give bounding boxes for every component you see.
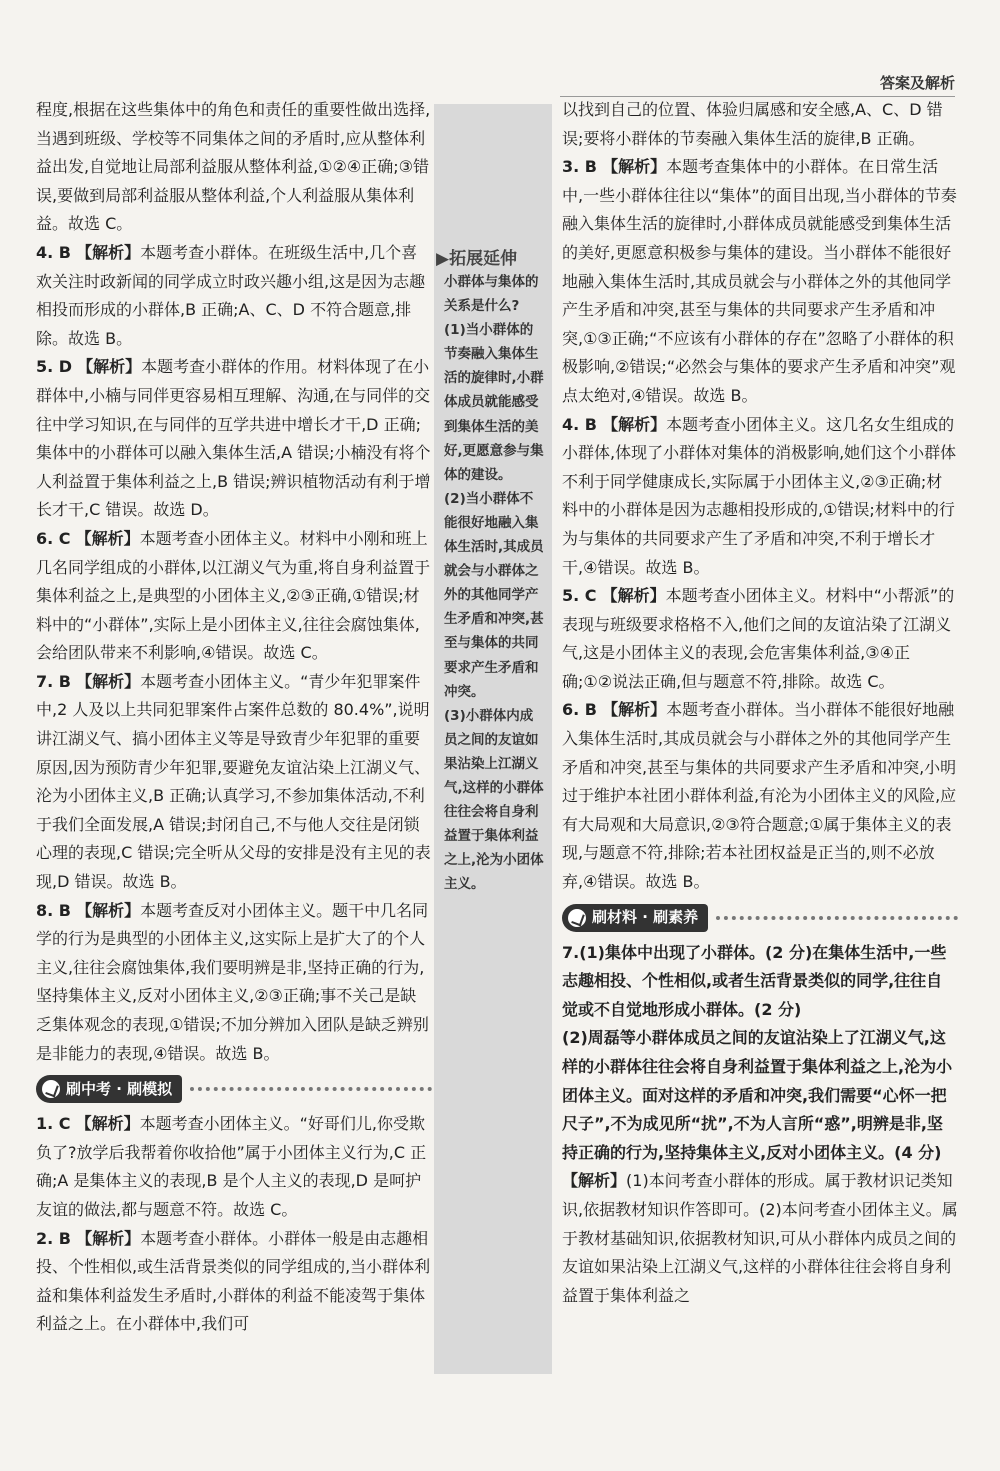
sidebar-paragraph: 小群体与集体的关系是什么? (444, 274, 539, 315)
banner-divider (716, 916, 958, 920)
header-label: 答案及解析 (879, 74, 955, 92)
answer-item: 3. B 【解析】本题考查集体中的小群体。在日常生活中,一些小群体往往以“集体”的面目出现,当小群体的节奏融入集体生活的旋律时,小群体成员就能感受到集体生活的美好,更愿意积极参与集体的建设。当小群体不能很好地融入集体生活时,其成员就会与小群体之外的其他同学产生矛盾和冲突,甚至与集体的共同要求产生矛盾和冲突,①③正确;“不应该有小群体的存在”忽略了小群体的积极影响,②错误;“必然会与集体的要求产生矛盾和冲突”观点太绝对,④错误。故选 B。 (562, 157, 957, 405)
answer-item: 5. C 【解析】本题考查小团体主义。材料中“小帮派”的表现与班级要求格格不入,他们之间的友谊沾染了江湖义气,这是小团体主义的表现,会危害集体利益,③④正确;①②说法正确,但与题意不符,排除。故选 C。 (562, 586, 955, 691)
section-banner-exam (36, 1072, 432, 1106)
sidebar-paragraph: (2)当小群体不能很好地融入集体生活时,其成员就会与小群体之外的其他同学产生矛盾和冲突,甚至与集体的共同要求产生矛盾和冲突。 (444, 490, 544, 700)
continued-text: 程度,根据在这些集体中的角色和责任的重要性做出选择,当遇到班级、学校等不同集体之间的矛盾时,应从整体利益出发,自觉地让局部利益服从整体利益,①②④正确;③错误,要做到局部利益服从整体利益,个人利益服从集体利益。故选 C。 (36, 100, 431, 234)
answer-item: 4. B 【解析】本题考查小群体。在班级生活中,几个喜欢关注时政新闻的同学成立时政兴趣小组,这是因为志趣相投而形成的小群体,B 正确;A、C、D 不符合题意,排除。故选 B。 (36, 242, 426, 348)
answer-item: 7. B 【解析】本题考查小团体主义。“青少年犯罪案件中,2 人及以上共同犯罪案件占案件总数的 80.4%”,说明讲江湖义气、搞小团体主义等是导致青少年犯罪的重要原因,因为预防青少年犯罪,要避免友谊沾染上江湖义气、沦为小团体主义,B 正确;认真学习,不参加集体活动,不利于我们全面发展,A 错误;封闭自己,不与他人交往是闭锁心理的表现,C 错误;完全听从父母的安排是没有主见的表现,D 错误。故选 B。 (36, 671, 431, 892)
sidebar-paragraph: (3)小群体内成员之间的友谊如果沾染上江湖义气,这样的小群体往往会将自身利益置于集体利益之上,沦为小团体主义。 (444, 707, 544, 893)
answer-item: 4. B 【解析】本题考查小团体主义。这几名女生组成的小群体,体现了小群体对集体的消极影响,她们这个小群体不利于同学健康成长,实际属于小团体主义,②③正确;材料中的小群体是因为志趣相投形成的,①错误;材料中的行为与集体的共同要求产生了矛盾和冲突,不利于增长才干,④错误。故选 B。 (562, 414, 957, 577)
left-column (36, 96, 432, 1339)
answer-item: 1. C 【解析】本题考查小团体主义。“好哥们儿,你受欺负了?放学后我帮着你收拾他”属于小团体主义行为,C 正确;A 是集体主义的表现,B 是个人主义的表现,D 是呵护友谊的做法,都与题意不符。故选 C。 (36, 1114, 427, 1219)
answer-item: 6. B 【解析】本题考查小群体。当小群体不能很好地融入集体生活时,其成员就会与小群体之外的其他同学产生矛盾和冲突,甚至与集体的共同要求产生矛盾和冲突,小明过于维护本社团小群体利益,有沦为小团体主义的风险,应有大局观和大局意识,②③符合题意;①属于集体主义的表现,与题意不符,排除;若本社团权益是正当的,则不必放弃,④错误。故选 B。 (562, 700, 957, 892)
question-7-answer-part2: (2)周磊等小群体成员之间的友谊沾染上了江湖义气,这样的小群体往往会将自身利益置于集体利益之上,沦为小团体主义。面对这样的矛盾和冲突,我们需要“心怀一把尺子”,不为成见所“扰”,不为人言所“惑”,明辨是非,坚持正确的行为,坚持集体主义,反对小团体主义。(4 分) (562, 1028, 953, 1162)
sidebar-paragraph: (1)当小群体的节奏融入集体生活的旋律时,小群体成员就能感受到集体生活的美好,更愿意参与集体的建设。 (444, 322, 544, 483)
pen-icon (42, 1080, 60, 1098)
banner-badge: 刷材料 · 刷素养 (562, 904, 708, 932)
sidebar-title: ▶拓展延伸 (436, 249, 518, 269)
pen-icon (568, 909, 586, 927)
sidebar-body (444, 270, 546, 896)
extension-sidebar (434, 104, 552, 1374)
answer-item: 5. D 【解析】本题考查小群体的作用。材料体现了在小群体中,小楠与同伴更容易相互理解、沟通,在与同伴的交往中学习知识,在与同伴的互学共进中增长才干,D 正确;集体中的小群体可以融入集体生活,A 错误;小楠没有将个人利益置于集体利益之上,B 错误;辨识植物活动有利于增长才干,C 错误。故选 D。 (36, 357, 431, 520)
answer-item: 8. B 【解析】本题考查反对小团体主义。题干中几名同学的行为是典型的小团体主义,这实际上是扩大了的个人主义,往往会腐蚀集体,我们要明辨是非,坚持正确的行为,坚持集体主义,反对小团体主义,②③正确;事不关己是缺乏集体观念的表现,①错误;不加分辨加入团队是缺乏辨别是非能力的表现,④错误。故选 B。 (36, 900, 429, 1063)
answer-item: 2. B 【解析】本题考查小群体。小群体一般是由志趣相投、个性相似,或生活背景类似的同学组成的,当小群体利益和集体利益发生矛盾时,小群体的利益不能凌驾于集体利益之上。在小群体中,我们可 (36, 1228, 431, 1334)
section-banner-material (562, 901, 958, 935)
right-column (562, 96, 958, 1310)
question-7-explanation: 【解析】(1)本问考查小群体的形成。属于教材识记类知识,依据教材知识作答即可。(2)本问考查小团体主义。属于教材基础知识,依据教材知识,可从小群体内成员之间的友谊如果沾染上江湖义气,这样的小群体往往会将自身利益置于集体利益之 (562, 1171, 958, 1305)
banner-badge: 刷中考 · 刷模拟 (36, 1075, 182, 1103)
answer-item: 6. C 【解析】本题考查小团体主义。材料中小刚和班上几名同学组成的小群体,以江湖义气为重,将自身利益置于集体利益之上,是典型的小团体主义,②③正确,①错误;材料中的“小群体”,实际上是小团体主义,往往会腐蚀集体,会给团队带来不利影响,④错误。故选 C。 (36, 528, 431, 663)
continued-text: 以找到自己的位置、体验归属感和安全感,A、C、D 错误;要将小群体的节奏融入集体生活的旋律,B 正确。 (562, 100, 943, 148)
question-7-answer: 7.(1)集体中出现了小群体。(2 分)在集体生活中,一些志趣相投、个性相似,或者生活背景类似的同学,往往自觉或不自觉地形成小群体。(2 分) (562, 942, 947, 1019)
banner-divider (190, 1087, 432, 1091)
